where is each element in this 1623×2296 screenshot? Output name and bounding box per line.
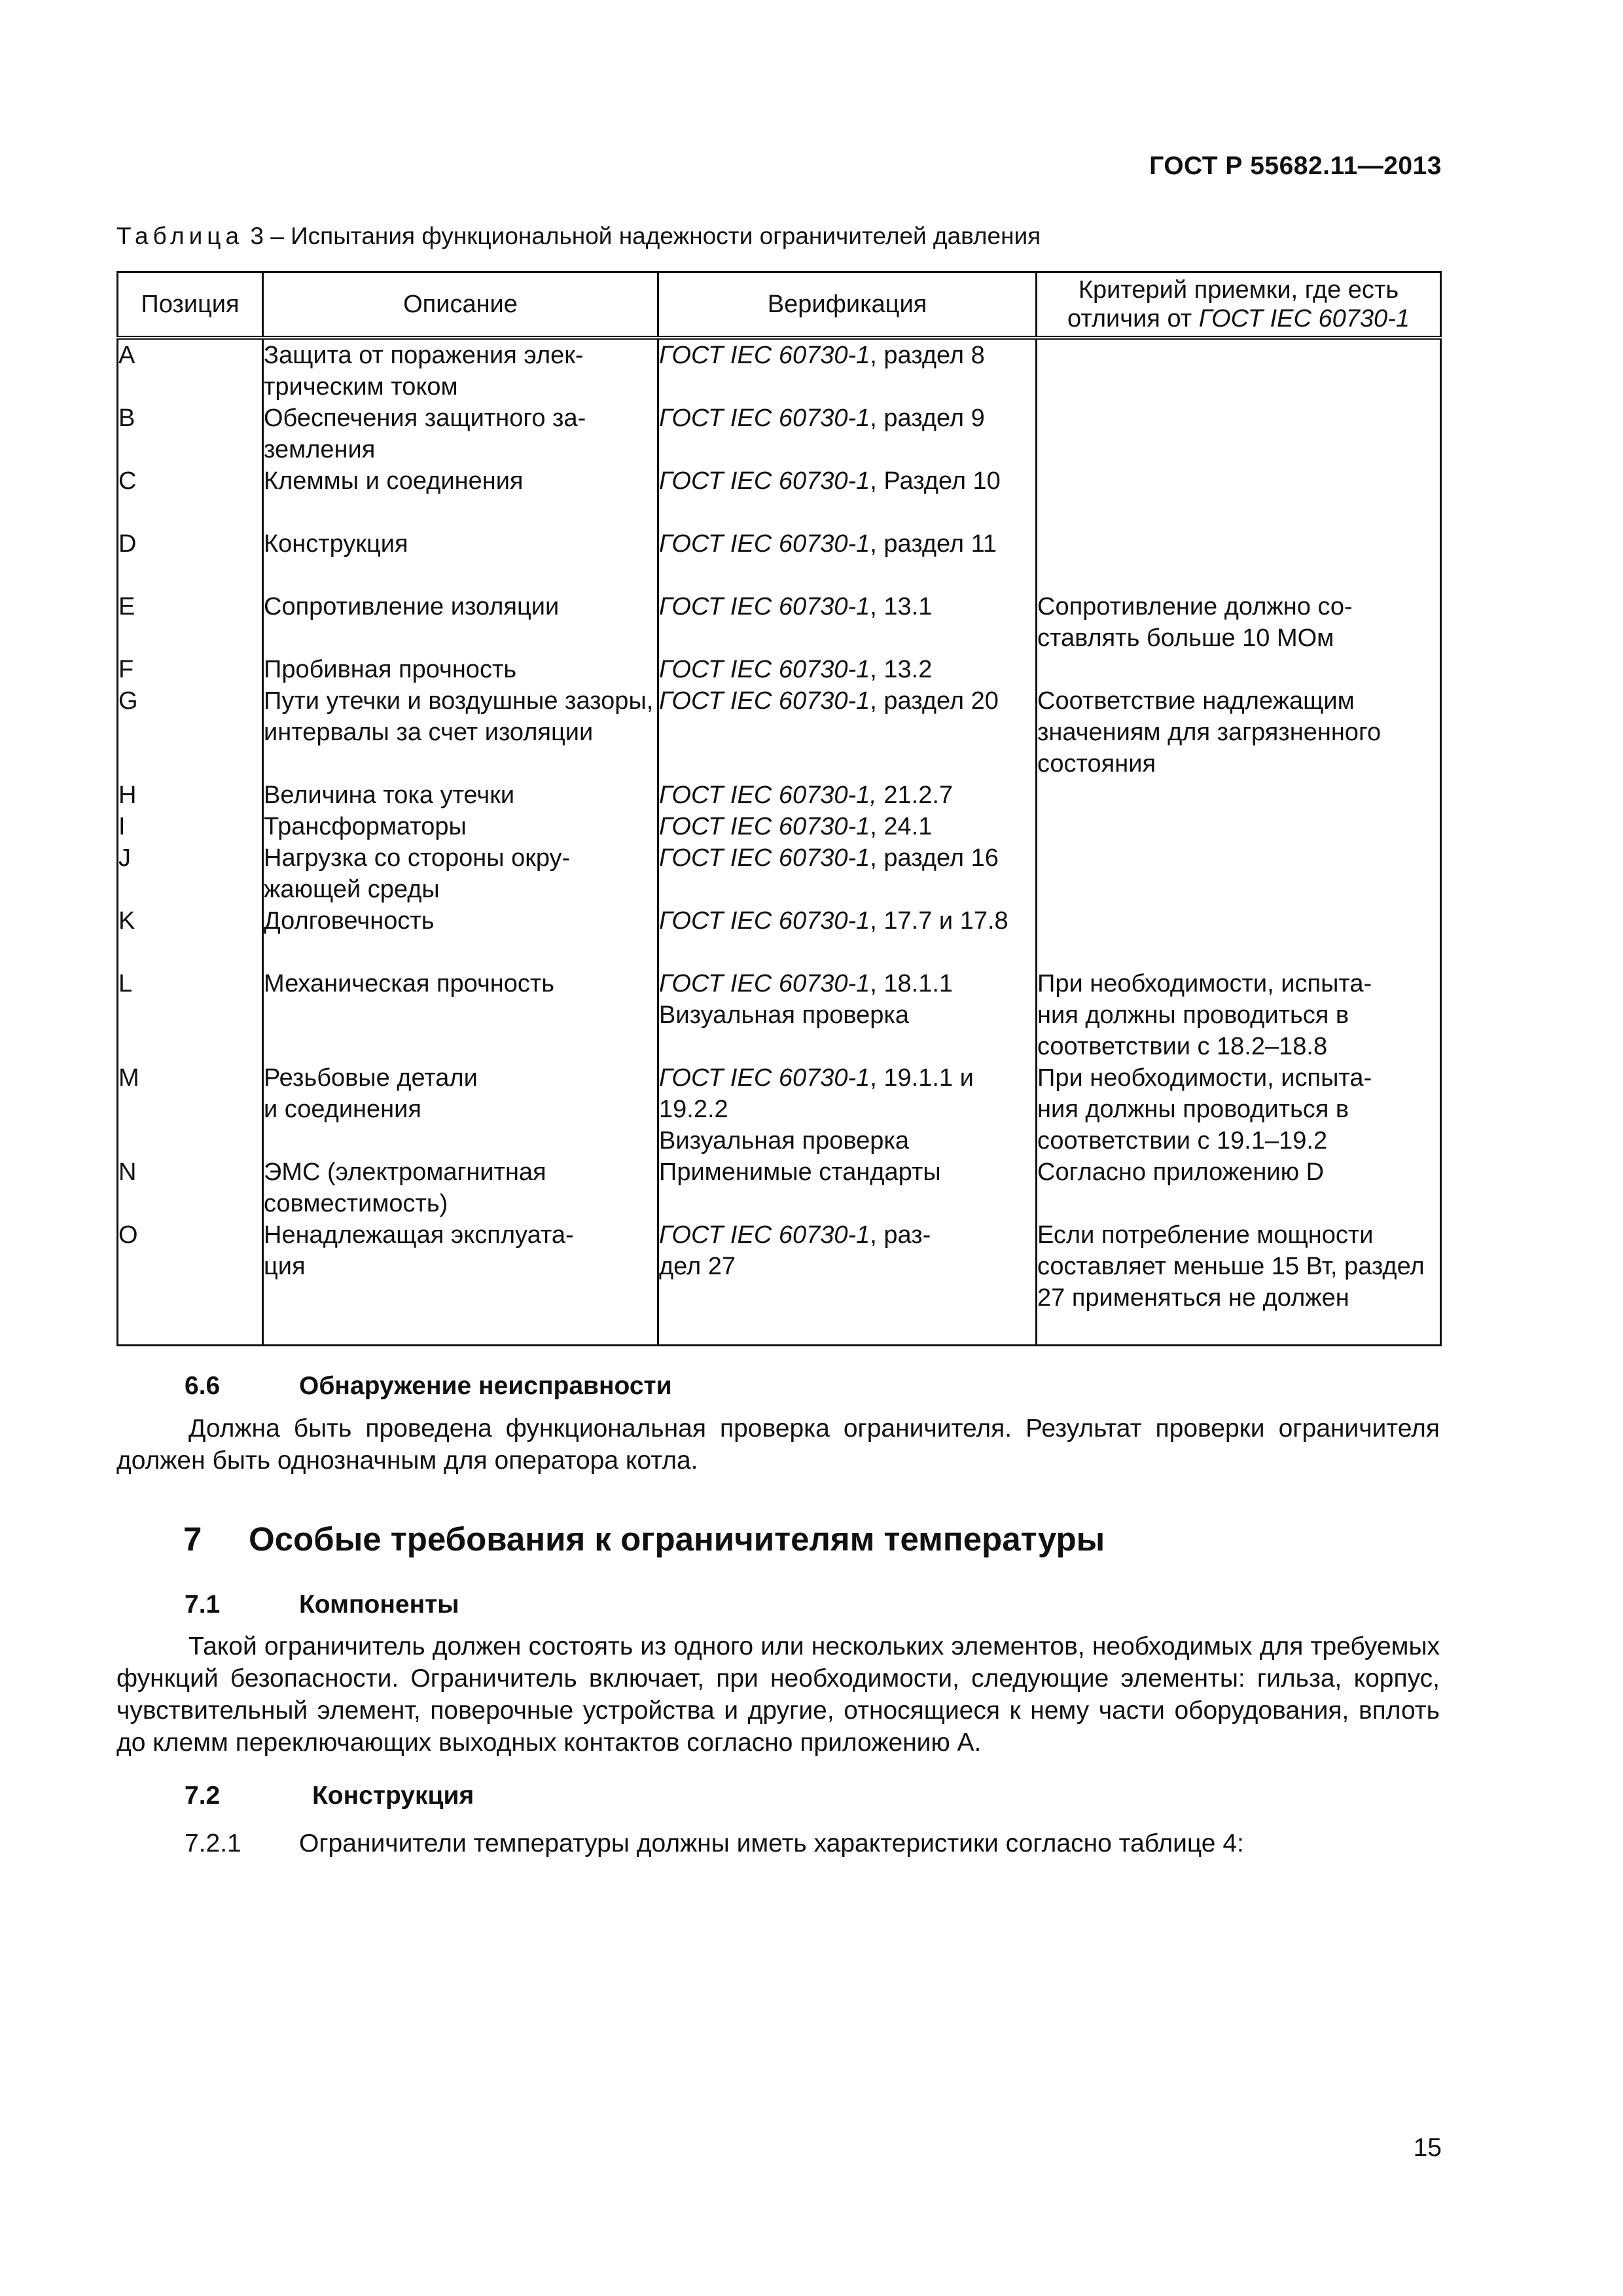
- row-acceptance: [1037, 654, 1441, 685]
- section-title: Конструкция: [312, 1782, 474, 1810]
- header-acceptance-ref: ГОСТ IEC 60730-1: [1198, 305, 1410, 332]
- table-row: [118, 338, 1441, 403]
- row-verification: ГОСТ IEC 60730-1, раздел 11: [658, 528, 1037, 591]
- row-acceptance: Сопротивление должно со- ставлять больше 10 МОм: [1037, 591, 1441, 654]
- pressure-limiter-tests-table: [116, 271, 1442, 1346]
- table-row: [118, 403, 1441, 465]
- row-description: Пути утечки и воздушные зазоры, интервалы за счет изоляции: [263, 685, 658, 780]
- section-title: Обнаружение неисправности: [299, 1372, 672, 1400]
- row-position: K: [118, 905, 263, 968]
- row-verification: ГОСТ IEC 60730-1, 19.1.1 и 19.2.2 Визуальная проверка: [658, 1062, 1037, 1157]
- section-7-2-heading: [185, 1782, 474, 1810]
- header-acceptance-prefix: отличия от: [1067, 305, 1199, 332]
- row-position: O: [118, 1219, 263, 1345]
- row-verification: ГОСТ IEC 60730-1, раз- дел 27: [658, 1219, 1037, 1345]
- row-position: M: [118, 1062, 263, 1157]
- row-verification: ГОСТ IEC 60730-1, раздел 16: [658, 842, 1037, 905]
- section-6-6-heading: [185, 1372, 672, 1401]
- row-description: Долговечность: [263, 905, 658, 968]
- row-description: Клеммы и соединения: [263, 465, 658, 528]
- row-position: J: [118, 842, 263, 905]
- row-verification: ГОСТ IEC 60730-1, 24.1: [658, 811, 1037, 842]
- row-acceptance: [1037, 403, 1441, 465]
- table-caption: [116, 223, 1041, 250]
- row-description: Защита от поражения элек- трическим током: [263, 338, 658, 403]
- row-acceptance: [1037, 905, 1441, 968]
- row-position: I: [118, 811, 263, 842]
- header-acceptance-line1: Критерий приемки, где есть: [1078, 276, 1399, 304]
- row-acceptance: [1037, 528, 1441, 591]
- clause-number: 7.2.1: [185, 1829, 241, 1857]
- table-row: [118, 591, 1441, 654]
- row-acceptance: При необходимости, испыта- ния должны проводиться в соответствии с 19.1–19.2: [1037, 1062, 1441, 1157]
- row-acceptance: [1037, 465, 1441, 528]
- row-description: Трансформаторы: [263, 811, 658, 842]
- row-acceptance: [1037, 780, 1441, 811]
- section-number: 7.2: [185, 1782, 221, 1810]
- table-row: [118, 968, 1441, 1062]
- table-row: [118, 1157, 1441, 1219]
- table-caption-word: Таблица: [116, 223, 244, 249]
- table-row: [118, 1062, 1441, 1157]
- row-description: Обеспечения защитного за- земления: [263, 403, 658, 465]
- row-position: E: [118, 591, 263, 654]
- row-acceptance: При необходимости, испыта- ния должны проводиться в соответствии с 18.2–18.8: [1037, 968, 1441, 1062]
- row-acceptance: [1037, 842, 1441, 905]
- table-row: [118, 465, 1441, 528]
- row-verification: ГОСТ IEC 60730-1, 18.1.1 Визуальная проверка: [658, 968, 1037, 1062]
- section-title: Компоненты: [299, 1590, 459, 1619]
- row-acceptance: [1037, 811, 1441, 842]
- row-position: D: [118, 528, 263, 591]
- row-description: Конструкция: [263, 528, 658, 591]
- section-6-6-text: Должна быть проведена функциональная проверка ограничителя. Результат проверки ограничителя должен быть однозначным для оператора котла.: [116, 1414, 1440, 1475]
- row-verification: ГОСТ IEC 60730-1, 13.2: [658, 654, 1037, 685]
- row-position: N: [118, 1157, 263, 1219]
- row-verification: ГОСТ IEC 60730-1, 13.1: [658, 591, 1037, 654]
- row-position: G: [118, 685, 263, 780]
- row-verification: ГОСТ IEC 60730-1, раздел 8: [658, 338, 1037, 403]
- table-row: [118, 842, 1441, 905]
- row-verification: ГОСТ IEC 60730-1, раздел 20: [658, 685, 1037, 780]
- row-description: Ненадлежащая эксплуата- ция: [263, 1219, 658, 1345]
- row-description: ЭМС (электромагнитная совместимость): [263, 1157, 658, 1219]
- row-description: Сопротивление изоляции: [263, 591, 658, 654]
- row-verification: ГОСТ IEC 60730-1, раздел 9: [658, 403, 1037, 465]
- row-acceptance: Если потребление мощности составляет меньше 15 Вт, раздел 27 применяться не должен: [1037, 1219, 1441, 1345]
- section-number: 7.1: [185, 1590, 221, 1619]
- header-acceptance: [1037, 272, 1441, 338]
- table-header-row: [118, 272, 1441, 338]
- row-description: Резьбовые детали и соединения: [263, 1062, 658, 1157]
- row-acceptance: [1037, 338, 1441, 403]
- table-row: [118, 780, 1441, 811]
- table-row: [118, 654, 1441, 685]
- row-verification: ГОСТ IEC 60730-1, 17.7 и 17.8: [658, 905, 1037, 968]
- row-description: Величина тока утечки: [263, 780, 658, 811]
- table-caption-text: 3 – Испытания функциональной надежности ограничителей давления: [250, 223, 1041, 249]
- section-number: 6.6: [185, 1372, 221, 1400]
- row-description: Механическая прочность: [263, 968, 658, 1062]
- row-description: Пробивная прочность: [263, 654, 658, 685]
- row-verification: ГОСТ IEC 60730-1, 21.2.7: [658, 780, 1037, 811]
- row-description: Нагрузка со стороны окру- жающей среды: [263, 842, 658, 905]
- section-number: 7: [183, 1520, 202, 1558]
- table-row: [118, 1219, 1441, 1345]
- table-row: [118, 905, 1441, 968]
- table-row: [118, 811, 1441, 842]
- row-acceptance: Соответствие надлежащим значениям для загрязненного состояния: [1037, 685, 1441, 780]
- row-position: L: [118, 968, 263, 1062]
- section-7-heading: [183, 1520, 1105, 1558]
- header-position: Позиция: [118, 272, 263, 338]
- row-position: F: [118, 654, 263, 685]
- table-row: [118, 528, 1441, 591]
- row-acceptance: Согласно приложению D: [1037, 1157, 1441, 1219]
- clause-7-2-1: [185, 1829, 1244, 1858]
- section-7-1-heading: [185, 1590, 459, 1619]
- row-verification: ГОСТ IEC 60730-1, Раздел 10: [658, 465, 1037, 528]
- row-verification: Применимые стандарты: [658, 1157, 1037, 1219]
- section-7-1-text: Такой ограничитель должен состоять из одного или нескольких элементов, необходимых для требуемых функций безопасности. Ограничитель включает, при необходимости, следующие элементы: гильза, корпус, чувствительный элемент, поверочные устройства и другие, относящиеся к нему части оборудования, вплоть до клемм переключающих выходных контактов согласно приложению А.: [116, 1632, 1440, 1757]
- row-position: A: [118, 338, 263, 403]
- section-title: Особые требования к ограничителям температуры: [249, 1520, 1105, 1558]
- clause-text: Ограничители температуры должны иметь характеристики согласно таблице 4:: [299, 1829, 1244, 1857]
- row-position: H: [118, 780, 263, 811]
- row-position: B: [118, 403, 263, 465]
- page-number: 15: [1413, 2134, 1442, 2162]
- row-position: C: [118, 465, 263, 528]
- document-designation: ГОСТ Р 55682.11—2013: [1149, 152, 1442, 180]
- table-row: [118, 685, 1441, 780]
- header-verification: Верификация: [658, 272, 1037, 338]
- header-description: Описание: [263, 272, 658, 338]
